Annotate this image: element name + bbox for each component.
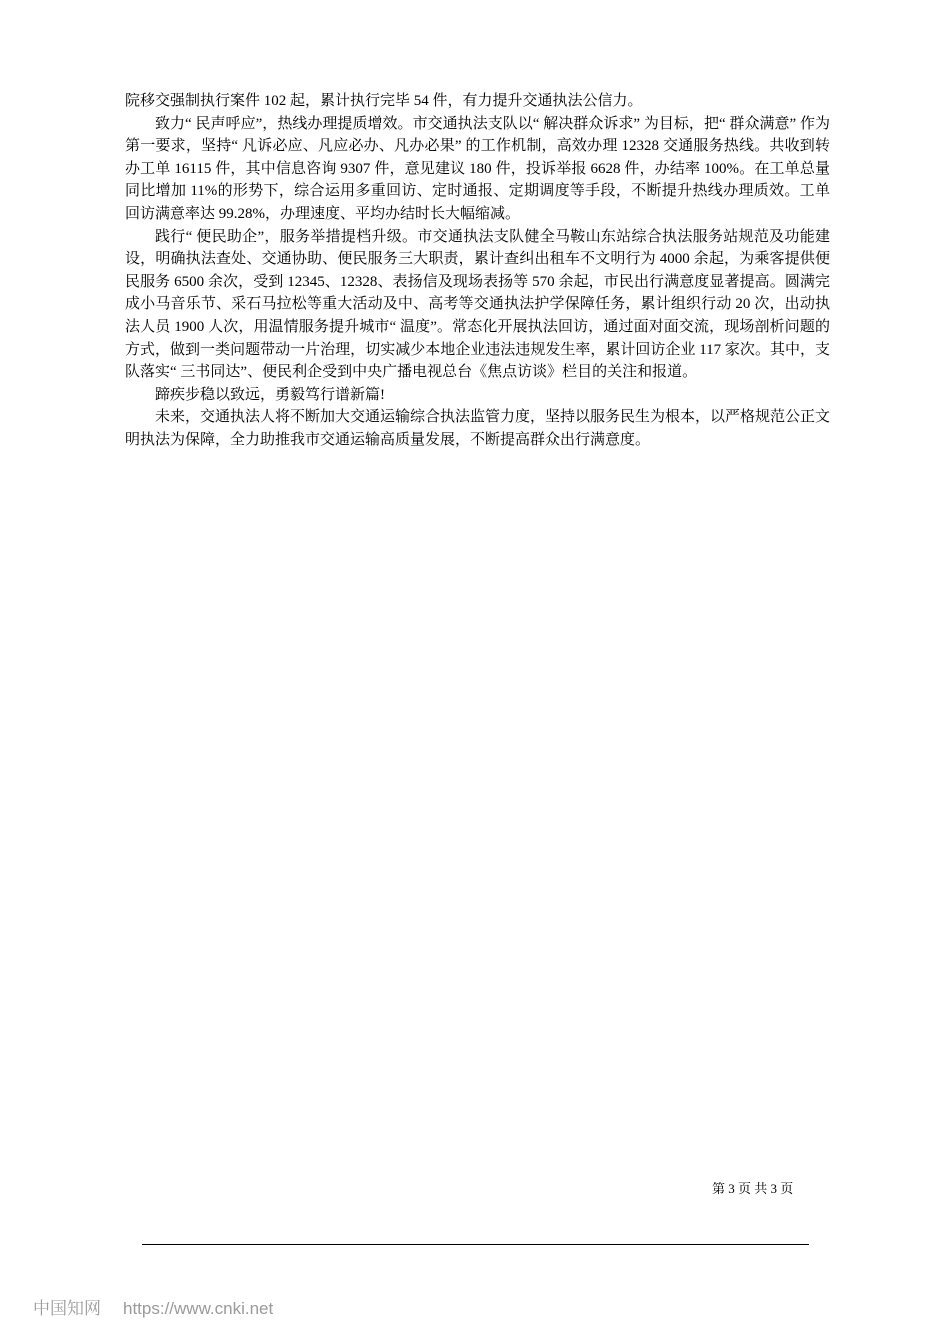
watermark-brand: 中国知网 — [33, 1299, 101, 1318]
cnki-watermark — [33, 1294, 273, 1319]
paragraph-slogan: 蹄疾步稳以致远，勇毅笃行谱新篇! — [155, 386, 385, 403]
page-number: 第 3 页 共 3 页 — [712, 1181, 794, 1196]
paragraph-continuation: 院移交强制执行案件 102 起，累计执行完毕 54 件，有力提升交通执法公信力。 — [125, 93, 643, 109]
paragraph-future: 未来，交通执法人将不断加大交通运输综合执法监管力度，坚持以服务民生为根本，以严格规范公正文明执法为保障，全力助推我市交通运输高质量发展，不断提高群众出行满意度。 — [125, 409, 831, 448]
footer-divider — [142, 1244, 809, 1245]
document-body — [125, 90, 830, 452]
paragraph-service: 践行“ 便民助企”，服务举措提档升级。市交通执法支队健全马鞍山东站综合执法服务站规范及功能建设，明确执法查处、交通协助、便民服务三大职责，累计查纠出租车不文明行为 4000 余起，为乘客提供便民服务 6500 余次，受到 12345、12328、表扬信及现场表扬等 570 余起，市民出行满意度显著提高。圆满完成小马音乐节、采石马拉松等重大活动及中、高考等交通执法护学保障任务，累计组织行动 20 次，出动执法人员 1900 人次，用温情服务提升城市“ 温度”。常态化开展执法回访，通过面对面交流，现场剖析问题的方式，做到一类问题带动一片治理，切实减少本地企业违法违规发生率，累计回访企业 117 家次。其中，支队落实“ 三书同达”、便民利企受到中央广播电视总台《焦点访谈》栏目的关注和报道。 — [125, 228, 830, 381]
watermark-url: https://www.cnki.net — [123, 1299, 274, 1318]
paragraph-hotline: 致力“ 民声呼应”，热线办理提质增效。市交通执法支队以“ 解决群众诉求” 为目标，把“ 群众满意” 作为第一要求，坚持“ 凡诉必应、凡应必办、凡办必果” 的工作机制，高效办理 12328 交通服务热线。共收到转办工单 16115 件，其中信息咨询 9307 件，意见建议 180 件，投诉举报 6628 件，办结率 100%。在工单总量同比增加 11%的形势下，综合运用多重回访、定时通报、定期调度等手段，不断提升热线办理质效。工单回访满意率达 99.28%，办理速度、平均办结时长大幅缩减。 — [125, 115, 830, 222]
